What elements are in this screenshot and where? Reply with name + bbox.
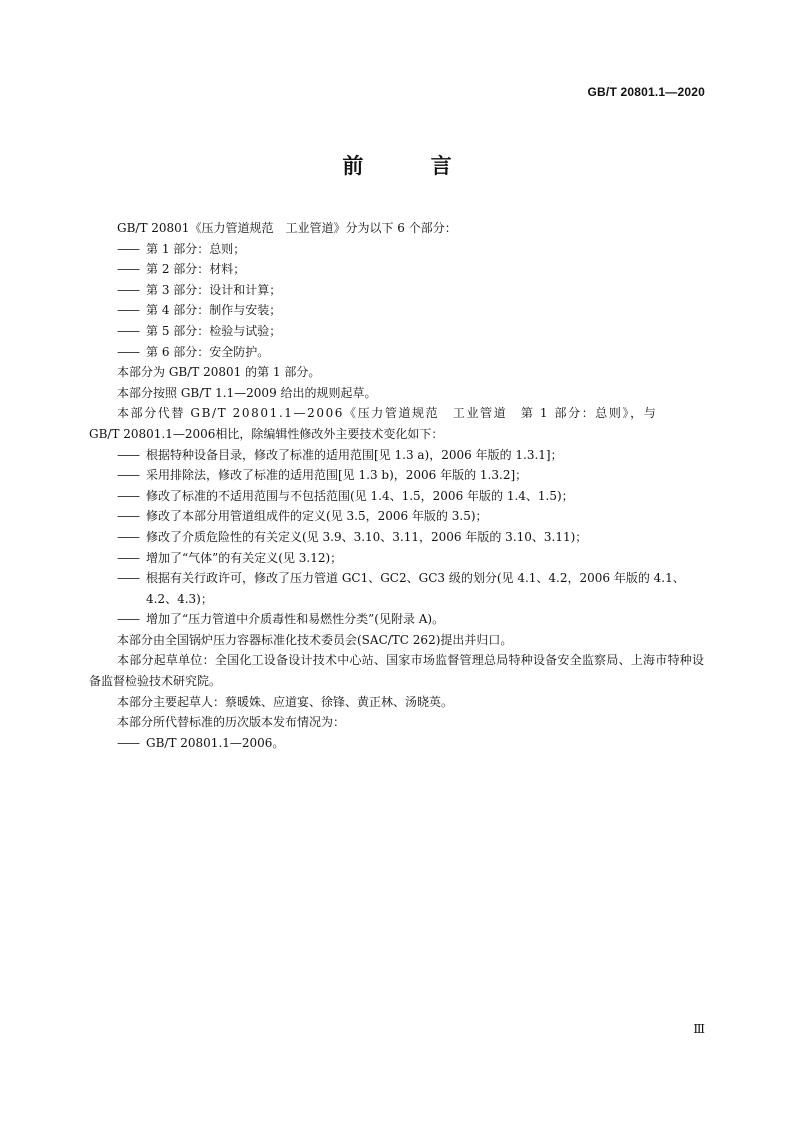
replacement-paragraph-line2: GB/T 20801.1—2006相比，除编辑性修改外主要技术变化如下： (89, 426, 444, 441)
this-part-paragraph: 本部分为 GB/T 20801 的第 1 部分。 (117, 365, 321, 380)
foreword-body (89, 218, 704, 753)
drafters-paragraph: 本部分主要起草人：蔡暖姝、应道宴、徐锋、黄正林、汤晓英。 (117, 694, 454, 709)
dash-marker: —— (117, 529, 139, 544)
dash-marker: —— (117, 447, 139, 462)
list-item: —— 增加了“压力管道中介质毒性和易燃性分类”(见附录 A)。 (89, 609, 704, 630)
history-list (89, 733, 704, 754)
list-item: —— 增加了“气体”的有关定义(见 3.12)； (89, 548, 704, 569)
changes-list (89, 445, 704, 630)
list-item: —— 修改了标准的不适用范围与不包括范围(见 1.4、1.5，2006 年版的 1.4、1.5)； (89, 486, 704, 507)
list-item: —— 修改了本部分用管道组成件的定义(见 3.5，2006 年版的 3.5)； (89, 506, 704, 527)
proposer-paragraph: 本部分由全国锅炉压力容器标准化技术委员会(SAC/TC 262)提出并归口。 (117, 632, 513, 647)
dash-marker: —— (117, 735, 139, 750)
list-item: —— GB/T 20801.1—2006。 (89, 733, 704, 754)
dash-marker: —— (117, 509, 139, 524)
list-item: —— 第 4 部分：制作与安装； (89, 300, 704, 321)
list-item: —— 根据有关行政许可，修改了压力管道 GC1、GC2、GC3 级的划分(见 4.1、4.2，2006 年版的 4.1、 4.2、4.3)； (89, 568, 704, 609)
dash-marker: —— (117, 303, 139, 318)
intro-paragraph: GB/T 20801《压力管道规范 工业管道》分为以下 6 个部分： (117, 221, 457, 235)
list-item: —— 修改了介质危险性的有关定义(见 3.9、3.10、3.11，2006 年版的 3.10、3.11)； (89, 527, 704, 548)
dash-marker: —— (117, 612, 139, 627)
dash-marker: —— (117, 344, 139, 359)
list-item: —— 第 1 部分：总则； (89, 239, 704, 260)
parts-list (89, 239, 704, 363)
list-item: —— 第 5 部分：检验与试验； (89, 321, 704, 342)
dash-marker: —— (117, 550, 139, 565)
list-item: —— 根据特种设备目录，修改了标准的适用范围[见 1.3 a)，2006 年版的 1.3.1]； (89, 445, 704, 466)
dash-marker: —— (117, 488, 139, 503)
history-intro-paragraph: 本部分所代替标准的历次版本发布情况为： (117, 715, 346, 730)
standard-code: GB/T 20801.1—2020 (587, 85, 705, 99)
list-item: —— 第 3 部分：设计和计算； (89, 280, 704, 301)
dash-marker: —— (117, 468, 139, 483)
drafting-rules-paragraph: 本部分按照 GB/T 1.1—2009 给出的规则起草。 (117, 385, 377, 400)
dash-marker: —— (117, 282, 139, 297)
list-item: —— 第 6 部分：安全防护。 (89, 342, 704, 363)
list-item: —— 采用排除法，修改了标准的适用范围[见 1.3 b)，2006 年版的 1.3.2]； (89, 465, 704, 486)
dash-marker: —— (117, 571, 139, 586)
dash-marker: —— (117, 262, 139, 277)
list-item-continuation: 4.2、4.3)； (146, 591, 213, 606)
dash-marker: —— (117, 323, 139, 338)
drafting-units-paragraph: 本部分起草单位：全国化工设备设计技术中心站、国家市场监督管理总局特种设备安全监察局、上海市特种设备监督检验技术研究院。 (89, 653, 704, 689)
list-item: —— 第 2 部分：材料； (89, 259, 704, 280)
page-title: 前 言 (342, 154, 482, 178)
page-number: Ⅲ (693, 1022, 705, 1036)
dash-marker: —— (117, 241, 139, 256)
replacement-paragraph-line1: 本部分代替 GB/T 20801.1—2006《压力管道规范 工业管道 第 1 部分：总则》，与 (117, 406, 658, 421)
